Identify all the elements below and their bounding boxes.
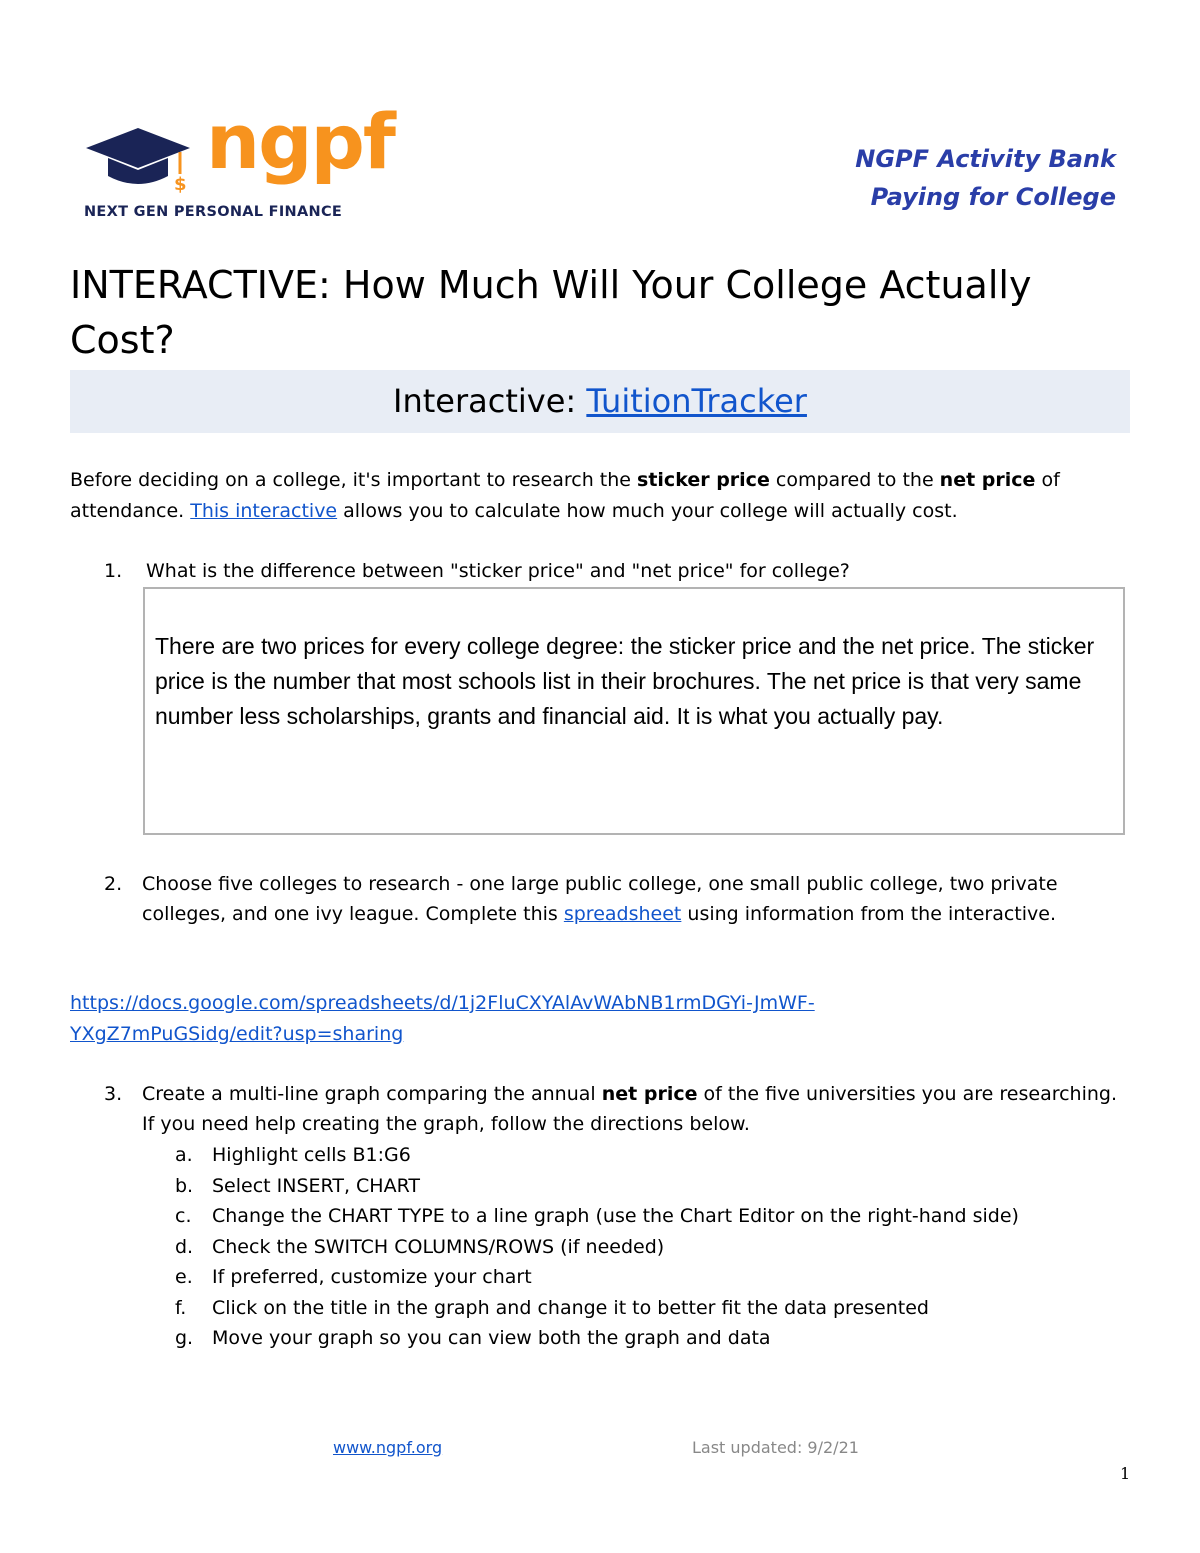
graph-steps-list <box>175 1140 1019 1354</box>
question-bold: net price <box>601 1083 698 1105</box>
activity-bank-label <box>855 140 1116 216</box>
this-interactive-link[interactable]: This interactive <box>190 499 338 522</box>
question-text: Create a multi-line graph comparing the annual <box>142 1083 602 1105</box>
step-text: Change the CHART TYPE to a line graph (use the Chart Editor on the right-hand side) <box>212 1205 1019 1227</box>
list-item <box>175 1232 1019 1263</box>
interactive-banner <box>70 370 1130 433</box>
intro-text: allows you to calculate how much your college will actually cost. <box>337 499 958 522</box>
step-letter: c. <box>175 1205 192 1227</box>
question-text: What is the difference between "sticker price" and "net price" for college? <box>146 560 850 582</box>
question-2 <box>104 869 1134 929</box>
step-letter: d. <box>175 1235 194 1258</box>
step-letter: b. <box>175 1174 194 1197</box>
last-updated: Last updated: 9/2/21 <box>692 1438 859 1457</box>
list-item <box>175 1262 1019 1293</box>
list-item <box>175 1171 1019 1202</box>
activity-topic-line: Paying for College <box>870 183 1116 211</box>
step-letter: g. <box>175 1327 194 1349</box>
question-number: 2. <box>104 873 123 895</box>
page-title: INTERACTIVE: How Much Will Your College Actually Cost? <box>70 263 1032 362</box>
answer-text: There are two prices for every college degree: the sticker price and the net price. The sticker price is the number that most schools list in their brochures. The net price is that very same number less scholarships, grants and financial aid. It is what you actually pay. <box>155 633 1095 729</box>
logo-wordmark: ngpf <box>206 97 394 186</box>
banner-prefix: Interactive: <box>393 382 587 420</box>
intro-text: compared to the <box>769 469 940 491</box>
answer-box[interactable] <box>143 587 1125 835</box>
intro-text: Before deciding on a college, it's important to research the <box>70 469 638 491</box>
step-text: Highlight cells B1:G6 <box>212 1144 411 1166</box>
list-item <box>175 1140 1019 1171</box>
intro-paragraph <box>70 465 1130 526</box>
footer-website-link[interactable]: www.ngpf.org <box>333 1438 443 1457</box>
question-1 <box>104 556 850 586</box>
spreadsheet-url <box>70 988 970 1050</box>
question-number: 1. <box>104 560 123 582</box>
question-number: 3. <box>104 1083 123 1105</box>
step-letter: f. <box>175 1296 187 1319</box>
ngpf-logo <box>84 97 394 226</box>
graduation-cap-icon <box>84 126 194 196</box>
step-letter: a. <box>175 1144 193 1166</box>
spreadsheet-url-link[interactable]: https://docs.google.com/spreadsheets/d/1j2FluCXYAlAvWAbNB1rmDGYi-JmWF-YXgZ7mPuGSidg/edit?usp=sharing <box>70 992 815 1045</box>
intro-bold: net price <box>939 469 1036 491</box>
question-text: using information from the interactive. <box>681 903 1057 925</box>
question-3 <box>104 1079 1134 1139</box>
step-text: Select INSERT, CHART <box>212 1174 421 1197</box>
step-text: Click on the title in the graph and change it to better fit the data presented <box>212 1296 929 1319</box>
svg-text:$: $ <box>174 174 187 195</box>
logo-tagline: NEXT GEN PERSONAL FINANCE <box>84 204 343 220</box>
list-item <box>175 1293 1019 1324</box>
question-text: of the five universities you are researching. If you need help creating the graph, follow the directions below. <box>142 1083 1118 1135</box>
intro-text: of attendance. <box>70 469 1060 522</box>
step-text: If preferred, customize your chart <box>212 1266 532 1288</box>
activity-bank-line: NGPF Activity Bank <box>855 145 1116 173</box>
tuitiontracker-link[interactable]: TuitionTracker <box>586 382 807 420</box>
intro-bold: sticker price <box>637 469 770 491</box>
list-item <box>175 1323 1019 1354</box>
step-letter: e. <box>175 1266 193 1288</box>
question-text: Choose five colleges to research - one large public college, one small public college, two private colleges, and one ivy league. Complete this <box>142 873 1058 925</box>
step-text: Move your graph so you can view both the graph and data <box>212 1327 771 1349</box>
page-number: 1 <box>1120 1464 1131 1483</box>
spreadsheet-link[interactable]: spreadsheet <box>563 903 682 925</box>
step-text: Check the SWITCH COLUMNS/ROWS (if needed) <box>212 1235 665 1258</box>
list-item <box>175 1201 1019 1232</box>
